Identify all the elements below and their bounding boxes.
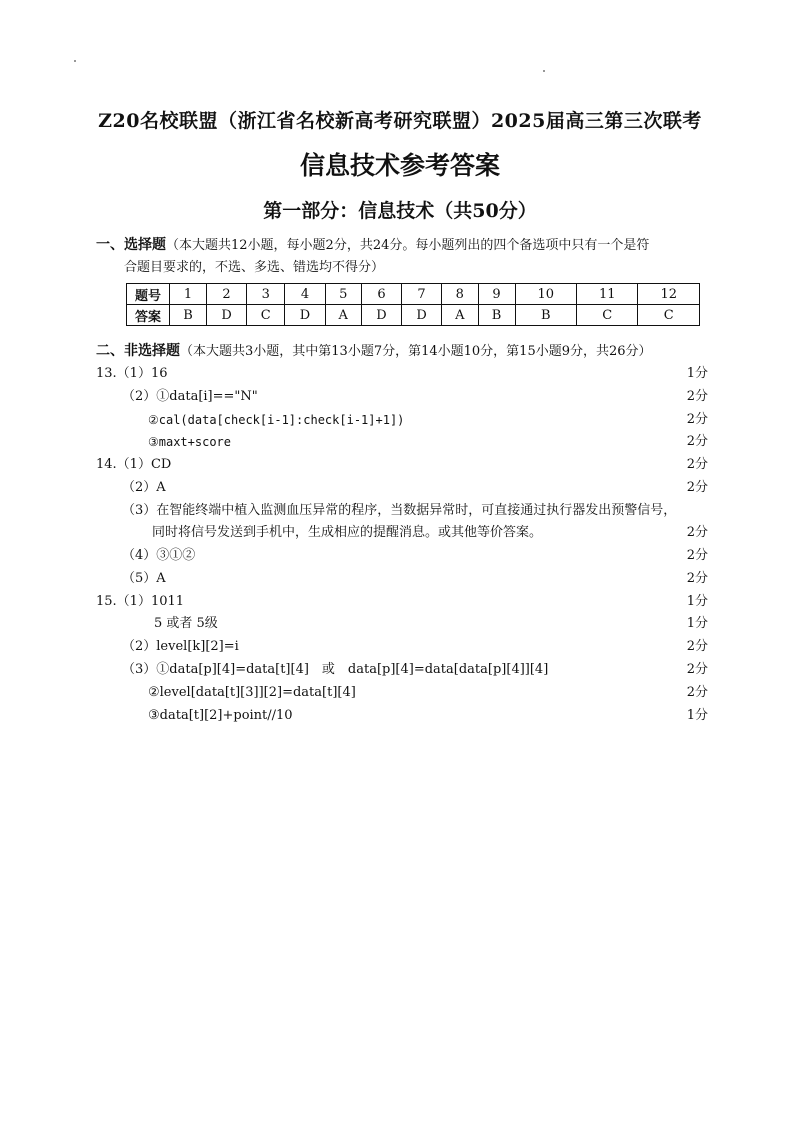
table-cell-answer: B [170, 305, 207, 326]
answer-points: 2分 [686, 571, 708, 586]
scan-speck [74, 60, 76, 62]
section1-desc-line2: 合题目要求的，不选、多选、错选均不得分） [124, 260, 385, 275]
table-cell-number: 6 [361, 284, 401, 305]
table-cell-answer: A [442, 305, 478, 326]
answer-line [96, 659, 708, 681]
answer-text: ③data[t][2]+point//10 [148, 708, 293, 723]
answer-line [96, 409, 708, 431]
table-cell-number: 1 [170, 284, 207, 305]
answer-text: （2）A [122, 480, 166, 495]
section1-desc-line1: （本大题共12小题，每小题2分，共24分。每小题列出的四个备选项中只有一个是符 [166, 238, 650, 253]
table-cell-number: 11 [576, 284, 637, 305]
answer-line [96, 431, 708, 453]
part-title: 第一部分：信息技术（共50分） [263, 200, 537, 222]
table-cell-number: 7 [402, 284, 442, 305]
answer-text: （2）level[k][2]=i [122, 639, 239, 654]
answer-text: 5 或者 5级 [154, 616, 218, 631]
answer-text: ③maxt+score [148, 435, 232, 449]
exam-title: Z20名校联盟（浙江省名校新高考研究联盟）2025届高三第三次联考 [98, 110, 702, 132]
table-cell-answer: C [638, 305, 700, 326]
answer-line [96, 454, 708, 476]
answer-line [96, 682, 708, 704]
answer-line [96, 705, 708, 727]
answer-points: 2分 [686, 525, 708, 540]
section1-heading [96, 234, 716, 279]
answer-text: ②level[data[t][3]][2]=data[t][4] [148, 685, 356, 700]
table-cell-number: 10 [515, 284, 576, 305]
table-cell-number: 5 [325, 284, 361, 305]
answer-text: （5）A [122, 571, 166, 586]
answer-points: 1分 [686, 594, 708, 609]
table-cell-number: 2 [207, 284, 247, 305]
answer-points: 2分 [686, 457, 708, 472]
section2-heading [96, 340, 736, 363]
table-cell-answer: D [285, 305, 325, 326]
table-cell-answer: B [515, 305, 576, 326]
table-cell-number: 9 [478, 284, 515, 305]
answer-line [96, 568, 708, 590]
table-cell-number: 8 [442, 284, 478, 305]
answer-table [126, 283, 700, 326]
table-cell-answer: D [402, 305, 442, 326]
answer-text: 14.（1）CD [96, 457, 172, 472]
answer-line [96, 500, 708, 522]
table-cell-answer: D [361, 305, 401, 326]
table-header-number: 题号 [127, 284, 170, 305]
answer-points: 2分 [686, 412, 708, 427]
table-cell-number: 3 [247, 284, 285, 305]
answer-line [96, 591, 708, 613]
answer-line [96, 386, 708, 408]
section2-label: 二、非选择题 [96, 343, 180, 359]
section2-desc: （本大题共3小题，其中第13小题7分，第14小题10分，第15小题9分，共26分） [180, 344, 652, 359]
table-row-answers [127, 305, 700, 326]
answer-text: （3）在智能终端中植入监测血压异常的程序，当数据异常时，可直接通过执行器发出预警信号， [122, 503, 677, 518]
answer-line [96, 522, 708, 544]
answer-line [96, 545, 708, 567]
document-title: 信息技术参考答案 [299, 151, 500, 180]
table-cell-answer: C [576, 305, 637, 326]
answer-text: （4）③①② [122, 548, 196, 563]
answer-line [96, 636, 708, 658]
answer-points: 1分 [686, 708, 708, 723]
table-cell-number: 4 [285, 284, 325, 305]
section1-label: 一、选择题 [96, 237, 166, 253]
table-cell-answer: C [247, 305, 285, 326]
answer-line [96, 613, 708, 635]
answer-text: 15.（1）1011 [96, 594, 185, 609]
answer-points: 2分 [686, 389, 708, 404]
answer-points: 2分 [686, 639, 708, 654]
answer-text: 同时将信号发送到手机中，生成相应的提醒消息。或其他等价答案。 [152, 525, 543, 540]
answer-points: 2分 [686, 434, 708, 449]
answer-text: （2）①data[i]=="N" [122, 389, 258, 404]
scan-speck [543, 70, 545, 72]
answer-points: 2分 [686, 685, 708, 700]
answer-points: 2分 [686, 662, 708, 677]
answer-points: 2分 [686, 548, 708, 563]
answer-line [96, 363, 708, 385]
table-cell-number: 12 [638, 284, 700, 305]
answer-points: 2分 [686, 480, 708, 495]
answer-line [96, 477, 708, 499]
answer-points: 1分 [686, 616, 708, 631]
table-cell-answer: A [325, 305, 361, 326]
table-header-answer: 答案 [127, 305, 170, 326]
answer-text: ②cal(data[check[i-1]:check[i-1]+1]) [148, 413, 405, 427]
answer-text: 13.（1）16 [96, 366, 168, 381]
answer-text: （3）①data[p][4]=data[t][4] 或 data[p][4]=data[data[p][4]][4] [122, 662, 549, 677]
answer-points: 1分 [686, 366, 708, 381]
table-cell-answer: B [478, 305, 515, 326]
table-cell-answer: D [207, 305, 247, 326]
table-row-numbers [127, 284, 700, 305]
